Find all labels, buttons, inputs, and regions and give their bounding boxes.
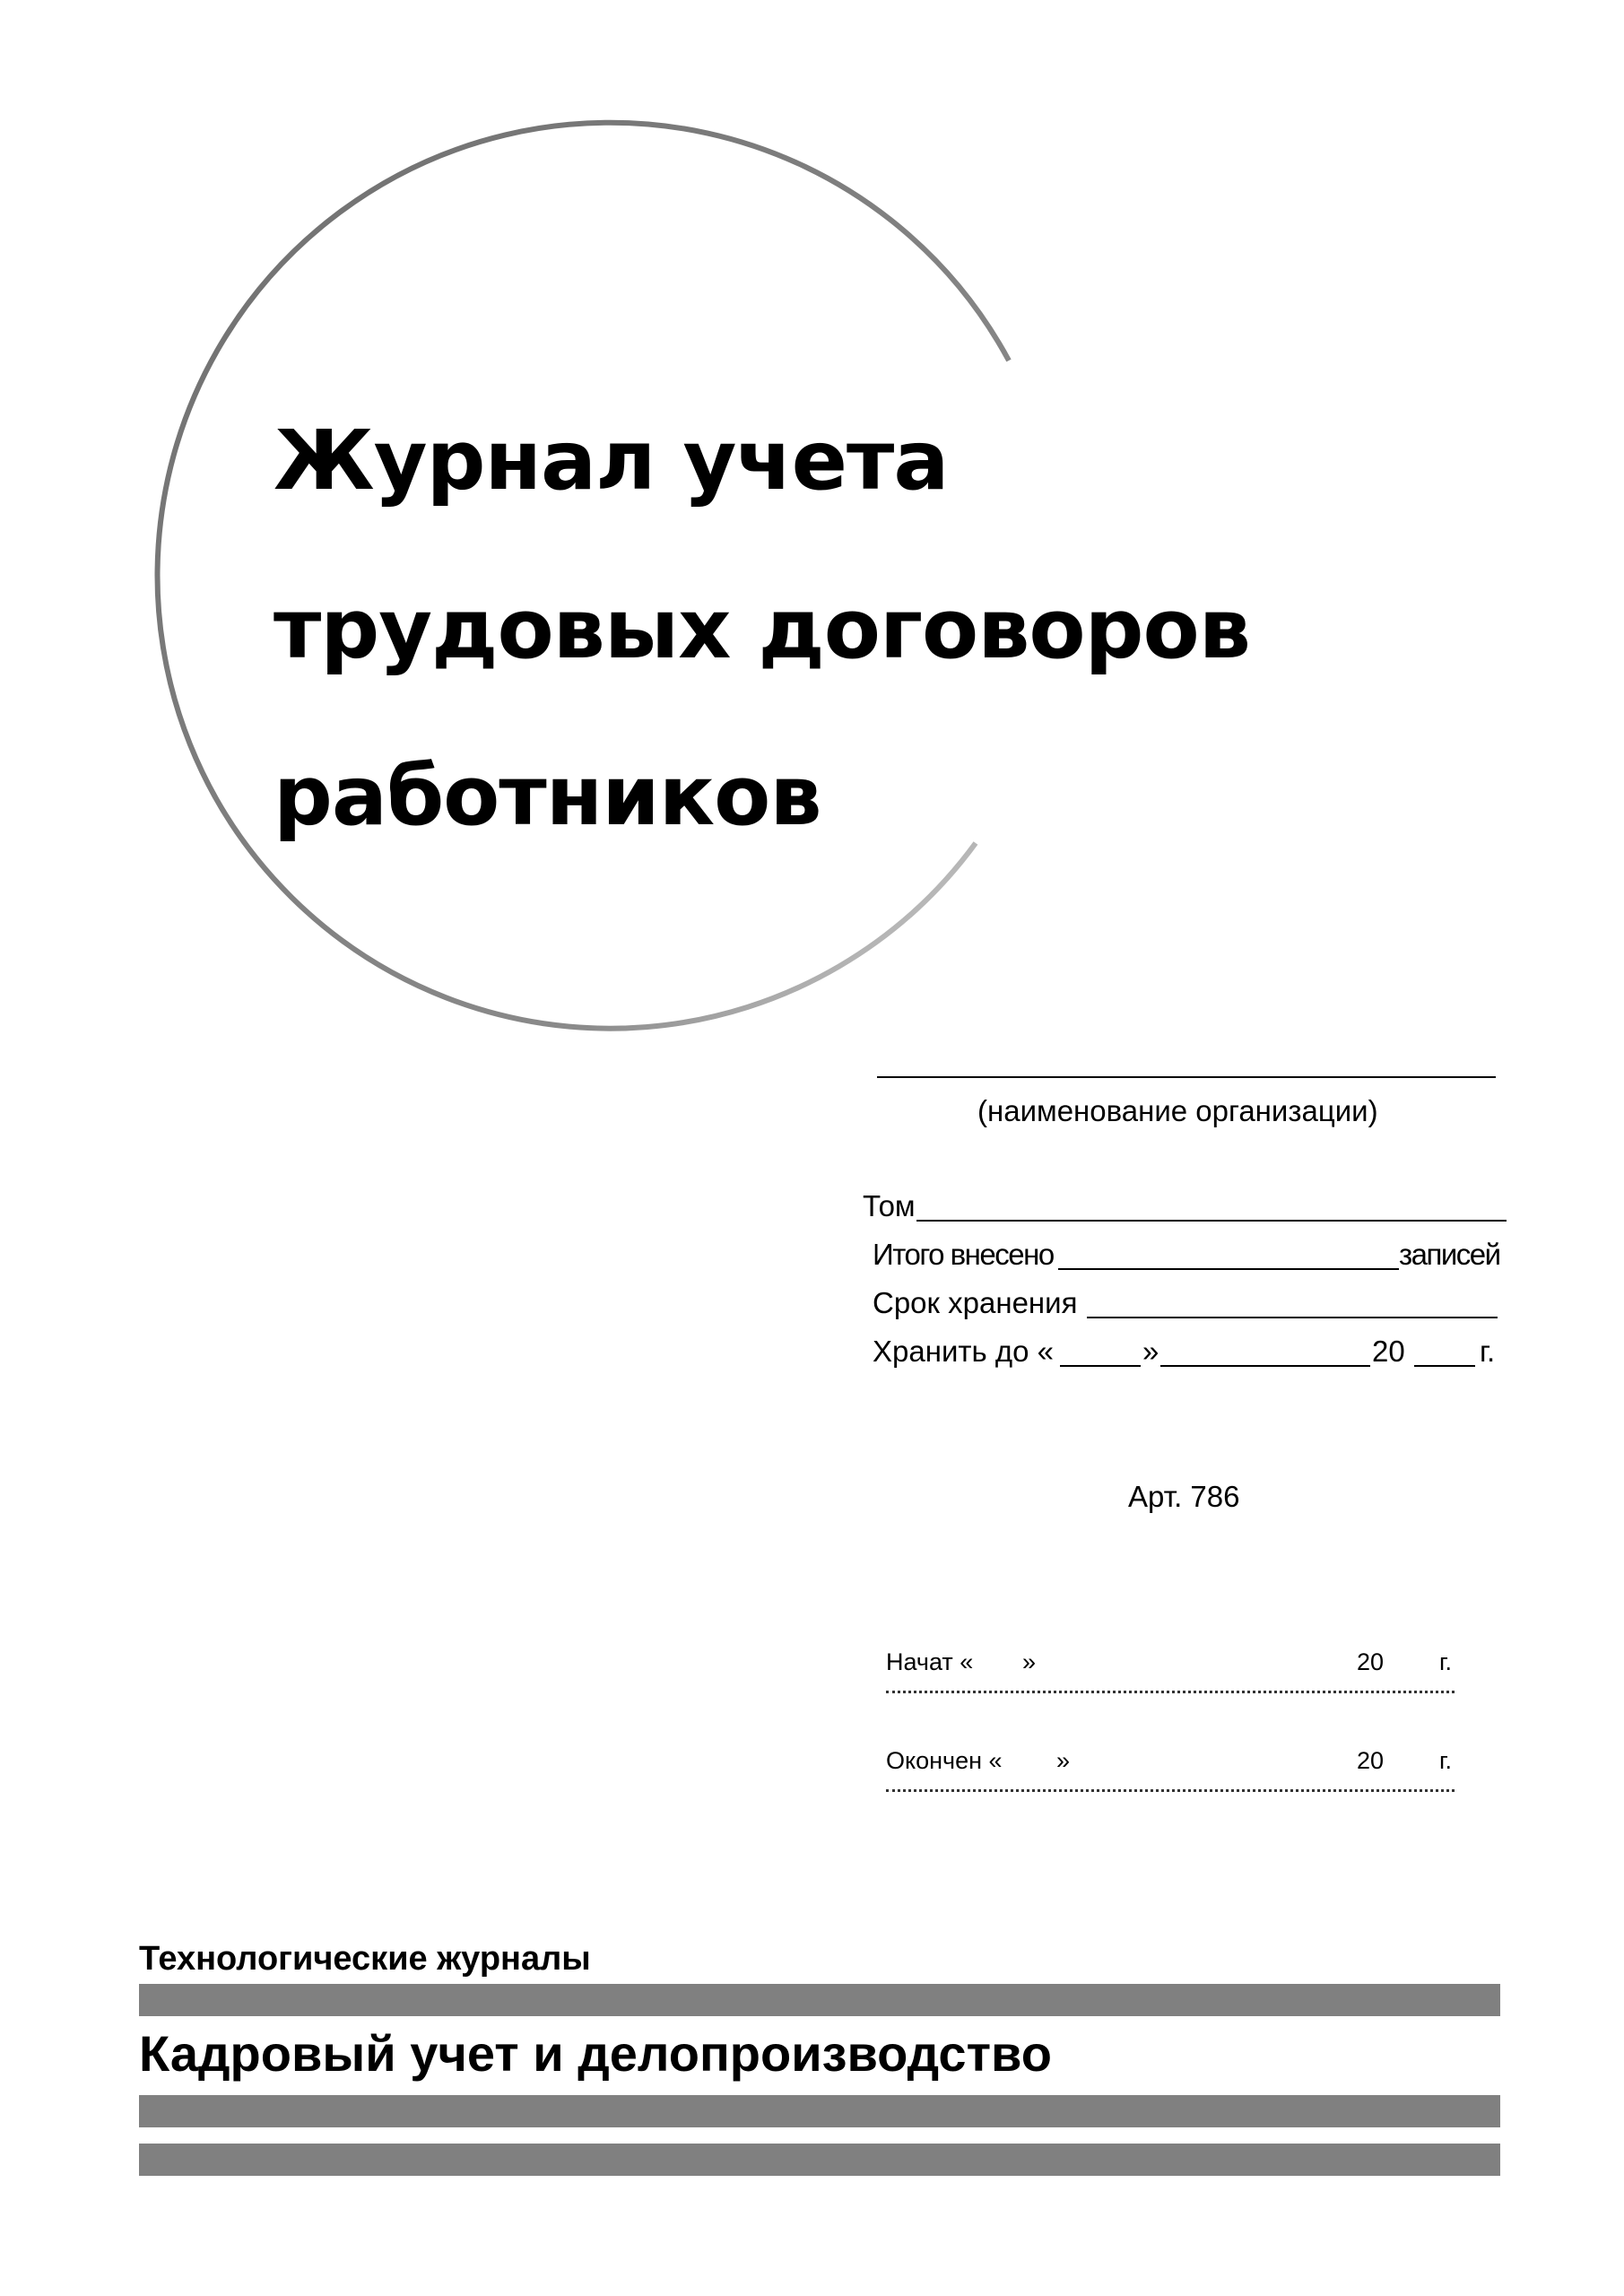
keep-until-day-line[interactable] — [1060, 1365, 1141, 1367]
storage-line[interactable] — [1087, 1317, 1498, 1318]
keep-until-year-suffix: г. — [1480, 1335, 1496, 1368]
decorative-circle-arc — [0, 0, 1624, 1076]
volume-label: Том — [863, 1189, 916, 1222]
started-year: 20 — [1357, 1648, 1385, 1675]
finished-year-suffix: г. — [1439, 1747, 1453, 1774]
title-line-2: трудовых договоров — [274, 581, 1250, 677]
started-quote-close: » — [1022, 1648, 1037, 1675]
total-line[interactable] — [1058, 1268, 1399, 1270]
divider-bar-2 — [139, 2095, 1500, 2127]
total-label: Итого внесено — [873, 1238, 1054, 1271]
keep-until-label: Хранить до « — [873, 1335, 1054, 1368]
series-heading: Технологические журналы — [139, 1940, 591, 1978]
finished-quote-close: » — [1056, 1747, 1071, 1774]
organization-name-line[interactable] — [877, 1076, 1496, 1078]
finished-label: Окончен « — [886, 1747, 1003, 1774]
volume-line[interactable] — [916, 1220, 1507, 1222]
total-suffix: записей — [1399, 1238, 1500, 1271]
keep-until-quote-close: » — [1142, 1335, 1159, 1368]
started-dotted-line[interactable] — [886, 1691, 1455, 1693]
article-number: Арт. 786 — [1128, 1480, 1240, 1513]
storage-label: Срок хранения — [873, 1286, 1078, 1319]
keep-until-year-line[interactable] — [1414, 1365, 1475, 1367]
title-line-1: Журнал учета — [274, 413, 949, 509]
category-heading: Кадровый учет и делопроизводство — [139, 2025, 1052, 2082]
finished-dotted-line[interactable] — [886, 1789, 1455, 1792]
divider-bar-1 — [139, 1984, 1500, 2016]
title-line-3: работников — [274, 748, 821, 844]
keep-until-year: 20 — [1372, 1335, 1405, 1368]
divider-bar-3 — [139, 2144, 1500, 2176]
started-year-suffix: г. — [1439, 1648, 1453, 1675]
started-label: Начат « — [886, 1648, 974, 1675]
finished-year: 20 — [1357, 1747, 1385, 1774]
keep-until-month-line[interactable] — [1160, 1365, 1370, 1367]
organization-caption: (наименование организации) — [977, 1094, 1378, 1127]
